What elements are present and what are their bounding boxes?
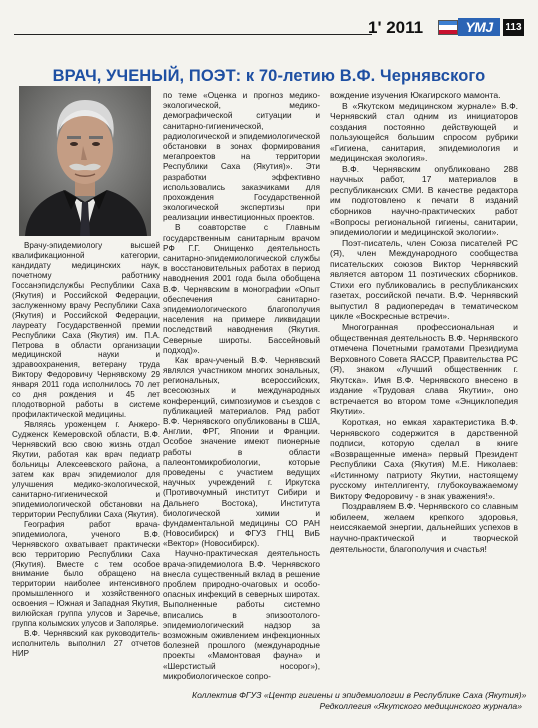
paragraph: Врачу-эпидемиологу высшей квалификационной категории, кандидату медицинских наук, почетному работнику Госсанэпидслужбы Республики Саха (Якутия) и Российской Федерации, заслуженному врачу Республики Саха (Якутия) и Российской Федерации, лауреату Государственной премии Республики Саха (Якутия) им. П.А. Петрова в области организации медицинской науки и здравоохранения, ветерану труда Виктору Федоровичу Чернявскому 29 января 2011 года исполнилось 70 лет со дня рождения и 45 лет плодотворной работы в системе профилактической медицины.: [12, 241, 160, 420]
article-title: ВРАЧ, УЧЕНЫЙ, ПОЭТ: к 70-летию В.Ф. Чернявского: [52, 67, 486, 85]
text-column-1: [12, 241, 160, 681]
paragraph: В.Ф. Чернявским опубликовано 288 научных работ, 17 материалов в республиканских СМИ. В качестве редактора им подготовлено к печати 8 изданий сборников научно-практических работ «Вопросы региональной гигиены, санитарии, эпидемиологии и медицинской экологии».: [330, 163, 518, 238]
page-number: 113: [503, 19, 524, 36]
credit-line: Коллектив ФГУЗ «Центр гигиены и эпидемиологии в Республике Саха (Якутия)»: [192, 690, 527, 700]
paragraph: Научно-практическая деятельность врача-эпидемиолога В.Ф. Чернявского внесла существенный вклад в решение проблем природно-очаговых и особо-опасных инфекций в северных широтах. Выполненные работы системно вписались в эпизоотолого-эпидемиологический надзор за возможным оживлением инфекционных болезней прошлого (международные проекты «Мамонтовая фауна» и «Шерстистый носорог»), микробиологическое сопро-: [163, 548, 320, 681]
portrait-photo: [19, 86, 151, 236]
paragraph: В.Ф. Чернявский как руководитель-исполнитель выполнил 27 отчетов НИР: [12, 629, 160, 659]
paragraph: Поэт-писатель, член Союза писателей РС (Я), член Международного сообщества писательских союзов Виктор Чернявский является автором 11 поэтических сборников. Стихи его публиковались в республиканских газетах, российской печати. В.Ф. Чернявский выпустил 8 радиопередач в тематическом цикле «Воскресные встречи».: [330, 237, 518, 322]
article-credits: [192, 690, 527, 712]
paragraph: Многогранная профессиональная и общественная деятельность В.Ф. Чернявского отмечена Почетными грамотами Президиума Верховного Совета ЯАССР, Правительства РС (Я), знаком «Лучший общественник г. Якутска». Имя В.Ф. Чернявского внесено в издание «Трудовая слава Якутии», оно встречается во втором томе «Энциклопедия Якутии».: [330, 322, 518, 417]
paragraph: Как врач-ученый В.Ф. Чернявский являлся участником многих зональных, региональных, всероссийских, всесоюзных и международных конференций, симпозиумов и съездов с публикацией материалов. Ряд работ В.Ф. Чернявского опубликованы в США, Англии, ФРГ, Японии и Франции. Особое значение имеют пионерные работы в области палеонтомикробиологии, которые проведены с участием ведущих научных учреждений г. Иркутска (Противочумный институт Сибири и Дальнего Востока), Института биологической химии и фундаментальной медицины СО РАН (Новосибирск) и ФГУЗ ГНЦ ВиБ «Вектор» (Новосибирск).: [163, 354, 320, 549]
paragraph: Поздравляем В.Ф. Чернявского со славным юбилеем, желаем крепкого здоровья, неиссякаемой энергии, дальнейших успехов в научно-практической и творческой деятельности, благополучия и счастья!: [330, 501, 518, 554]
header-rule: [14, 34, 372, 35]
paragraph: Являясь уроженцем г. Анжеро-Судженск Кемеровской области, В.Ф. Чернявский всю свою жизнь отдал Якутии, работая как врач педиатр больницы Алексеевского района, а затем как врач эпидемиолог для улучшения медико-экологической, санитарно-гигиенической и эпидемиологической обстановки на территории Республики Саха (Якутия).: [12, 420, 160, 519]
journal-logo: YMJ: [458, 18, 500, 36]
text-column-2: [163, 90, 320, 682]
issue-number: 1' 2011: [368, 18, 424, 37]
paragraph: вождение изучения Юкагирского мамонта.: [330, 90, 501, 100]
paragraph: В соавторстве с Главным государственным санитарным врачом РФ Г.Г. Онищенко деятельность санитарно-эпидемиологической службы в восстановительных работах в период наводнения 2001 года была обобщена В.Ф. Чернявским в монографии «Опыт обеспечения санитарно-эпидемиологического благополучия населения на примере ликвидации последствий наводнения (Якутия. Северные широты. Бассейновый подход)».: [163, 222, 320, 355]
flag-icon: [438, 20, 458, 35]
paragraph: В «Якутском медицинском журнале» В.Ф. Чернявский стал одним из инициаторов создания постоянно действующей и пользующейся большим спросом рубрики «Гигиена, санитария, эпидемиология и медицинская экология».: [330, 100, 518, 164]
credit-line: Редколлегия «Якутского медицинского журнала»: [319, 701, 522, 711]
paragraph: по теме «Оценка и прогноз медико-экологической, медико-демографической ситуации и санитарно-гигиенической, радиологической и эпидемиологической обстановки в зонах формирования мегапроектов на территории Республики Саха (Якутия)». Эти разработки эффективно использовались заказчиками для прохождения Государственной экологической экспертизы при реализации инвестиционных проектов.: [163, 90, 320, 223]
paragraph: Короткая, но емкая характеристика В.Ф. Чернявского содержится в дарственной подписи, которую сделал в книге «Возвращенные имена» первый Президент Республики Саха (Якутия) М.Е. Николаев: «Истинному патриоту Якутии, настоящему русскому интеллигенту, глубокоуважаемому Виктору Федоровичу - в знак уважения!».: [330, 416, 518, 501]
text-column-3: [330, 90, 518, 682]
paragraph: География работ врача-эпидемиолога, ученого В.Ф. Чернявского охватывает практически всю территорию Республики Саха (Якутия). Вместе с тем особое внимание было обращено на территории наиболее интенсивного промышленного и хозяйственного освоения – Южная и Западная Якутия, вилюйская группа улусов и Заречье, группа колымских улусов и Заполярье.: [12, 519, 160, 629]
